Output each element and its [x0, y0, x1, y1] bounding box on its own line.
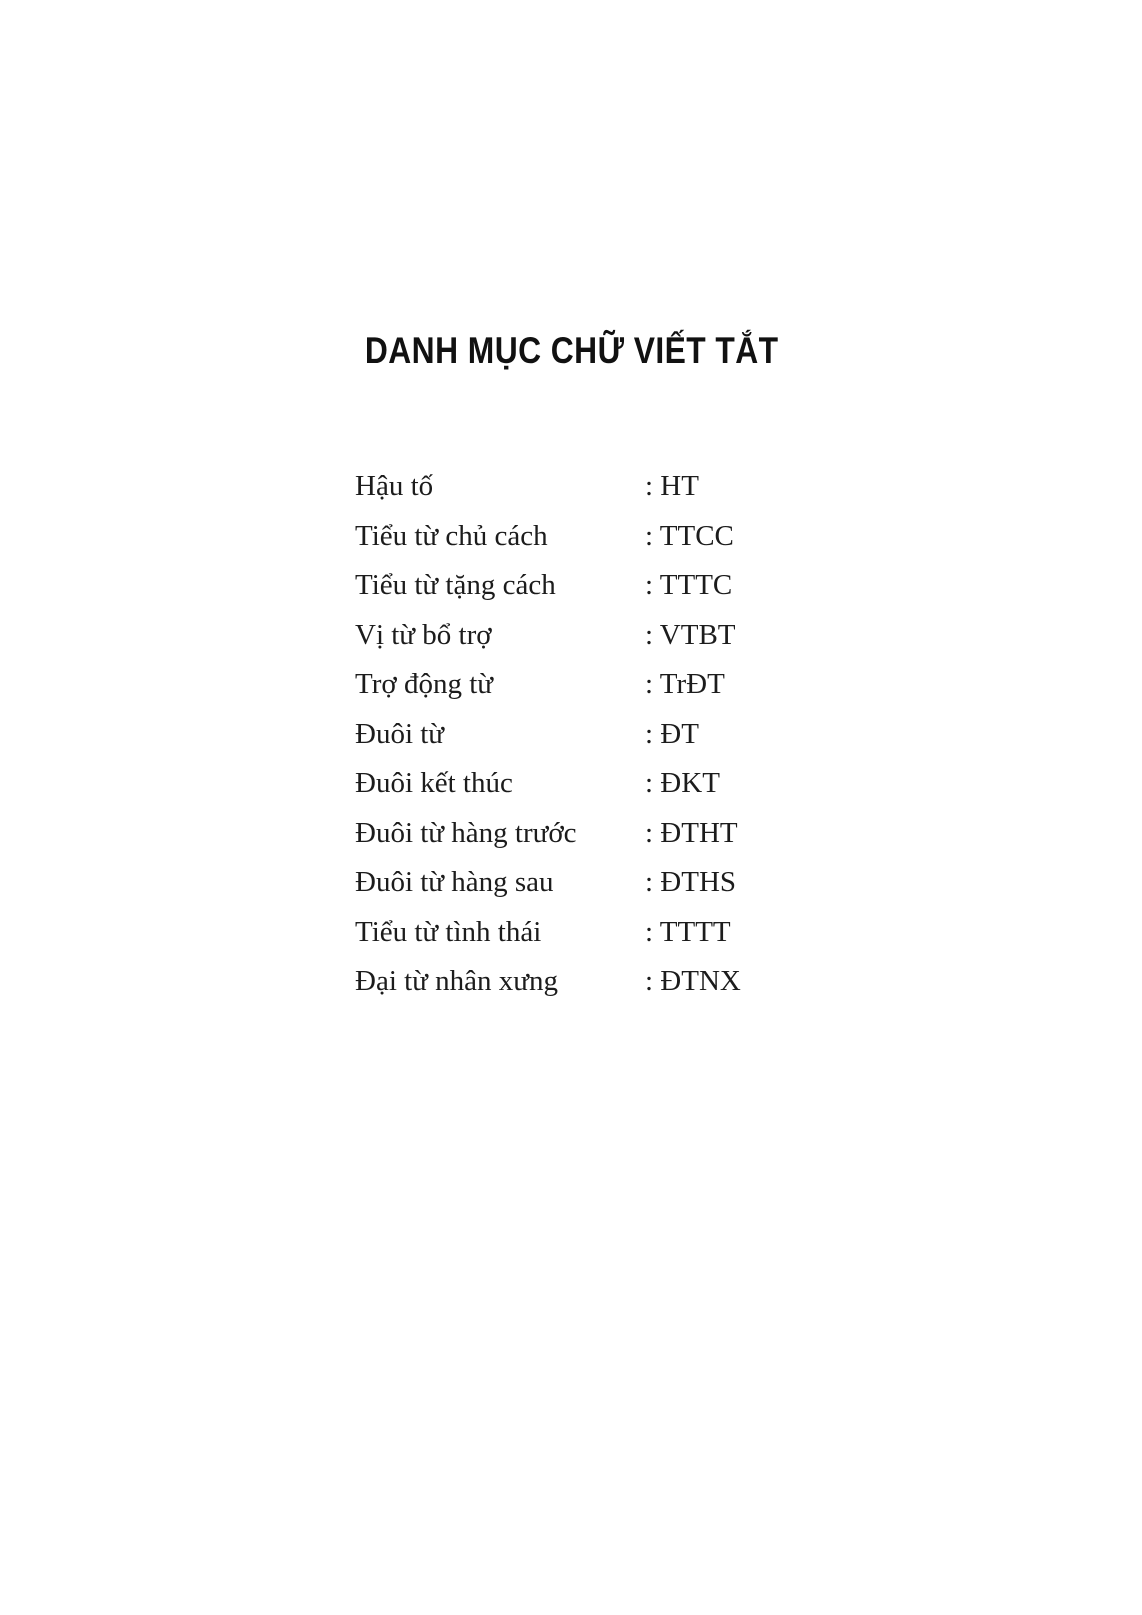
abbreviation-term: Tiểu từ tình thái: [355, 915, 542, 948]
abbreviation-code: : VTBT: [645, 618, 736, 651]
abbreviation-code: : TTTT: [645, 915, 731, 948]
abbreviation-row: [355, 611, 875, 661]
abbreviation-term: Đuôi từ: [355, 717, 445, 750]
abbreviation-row: [355, 809, 875, 859]
abbreviation-row: [355, 660, 875, 710]
abbreviation-code: : TTTC: [645, 569, 733, 601]
abbreviation-term: Hậu tố: [355, 470, 434, 502]
abbreviation-code: : ĐTNX: [645, 965, 741, 997]
abbreviation-row: [355, 561, 875, 611]
abbreviation-term: Trợ động từ: [355, 668, 493, 700]
abbreviation-row: [355, 858, 875, 908]
abbreviation-code: : ĐT: [645, 717, 699, 750]
abbreviation-code: : TrĐT: [645, 668, 725, 700]
abbreviation-row: [355, 710, 875, 760]
abbreviation-row: [355, 512, 875, 562]
abbreviation-row: [355, 759, 875, 809]
abbreviation-code: : TTCC: [645, 519, 734, 552]
page-title: DANH MỤC CHỮ VIẾT TẮT: [364, 330, 779, 371]
abbreviation-term: Đuôi kết thúc: [355, 767, 513, 799]
abbreviation-row: [355, 957, 875, 1007]
abbreviation-code: : HT: [645, 470, 699, 502]
abbreviation-term: Đuôi từ hàng trước: [355, 816, 577, 849]
abbreviation-term: Tiểu từ chủ cách: [355, 519, 548, 552]
abbreviation-term: Vị từ bổ trợ: [355, 618, 492, 651]
abbreviation-term: Đuôi từ hàng sau: [355, 866, 554, 898]
abbreviation-row: [355, 908, 875, 958]
abbreviation-code: : ĐTHT: [645, 816, 738, 849]
abbreviation-term: Tiểu từ tặng cách: [355, 569, 556, 601]
abbreviation-list: [355, 462, 875, 1007]
abbreviation-row: [355, 462, 875, 512]
abbreviation-code: : ĐTHS: [645, 866, 737, 898]
abbreviation-code: : ĐKT: [645, 767, 720, 799]
abbreviation-term: Đại từ nhân xưng: [355, 965, 558, 997]
